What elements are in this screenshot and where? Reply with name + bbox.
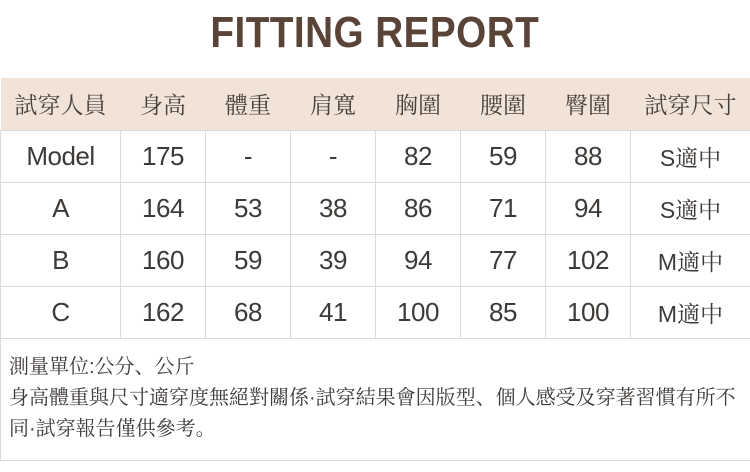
cell-tester: A	[1, 182, 121, 234]
col-header-hip: 臀圍	[546, 78, 631, 130]
cell-shoulder: -	[291, 130, 376, 182]
table-row-c	[1, 286, 750, 338]
page-title: FITTING REPORT	[210, 8, 540, 57]
cell-hip: 88	[546, 130, 631, 182]
col-header-height: 身高	[121, 78, 206, 130]
cell-height: 162	[121, 286, 206, 338]
col-header-waist: 腰圍	[461, 78, 546, 130]
table-row-b	[1, 234, 750, 286]
table-footer-row	[1, 338, 750, 460]
cell-tester: Model	[1, 130, 121, 182]
cell-waist: 59	[461, 130, 546, 182]
fitting-report-table	[0, 78, 750, 461]
cell-shoulder: 39	[291, 234, 376, 286]
cell-hip: 94	[546, 182, 631, 234]
cell-chest: 82	[376, 130, 461, 182]
cell-fitting-size: M適中	[631, 286, 750, 338]
cell-height: 160	[121, 234, 206, 286]
cell-hip: 102	[546, 234, 631, 286]
cell-shoulder: 41	[291, 286, 376, 338]
measurement-unit-note: 測量單位:公分、公斤	[9, 355, 195, 378]
cell-height: 175	[121, 130, 206, 182]
cell-chest: 94	[376, 234, 461, 286]
col-header-weight: 體重	[206, 78, 291, 130]
cell-height: 164	[121, 182, 206, 234]
cell-tester: C	[1, 286, 121, 338]
cell-shoulder: 38	[291, 182, 376, 234]
cell-weight: 59	[206, 234, 291, 286]
cell-weight: -	[206, 130, 291, 182]
cell-chest: 100	[376, 286, 461, 338]
table-header-row	[1, 78, 750, 130]
cell-tester: B	[1, 234, 121, 286]
cell-fitting-size: M適中	[631, 234, 750, 286]
cell-weight: 68	[206, 286, 291, 338]
table-row-model	[1, 130, 750, 182]
cell-waist: 71	[461, 182, 546, 234]
cell-waist: 85	[461, 286, 546, 338]
cell-chest: 86	[376, 182, 461, 234]
measurement-notes-cell	[1, 338, 750, 460]
title-bar	[0, 0, 750, 78]
col-header-tester: 試穿人員	[1, 78, 121, 130]
col-header-shoulder: 肩寬	[291, 78, 376, 130]
cell-hip: 100	[546, 286, 631, 338]
col-header-fitting-size: 試穿尺寸	[631, 78, 750, 130]
cell-fitting-size: S適中	[631, 182, 750, 234]
col-header-chest: 胸圍	[376, 78, 461, 130]
cell-waist: 77	[461, 234, 546, 286]
cell-weight: 53	[206, 182, 291, 234]
table-row-a	[1, 182, 750, 234]
cell-fitting-size: S適中	[631, 130, 750, 182]
fitting-disclaimer-note: 身高體重與尺寸適穿度無絕對關係·試穿結果會因版型、個人感受及穿著習慣有所不同·試穿報告僅供參考。	[9, 386, 736, 440]
